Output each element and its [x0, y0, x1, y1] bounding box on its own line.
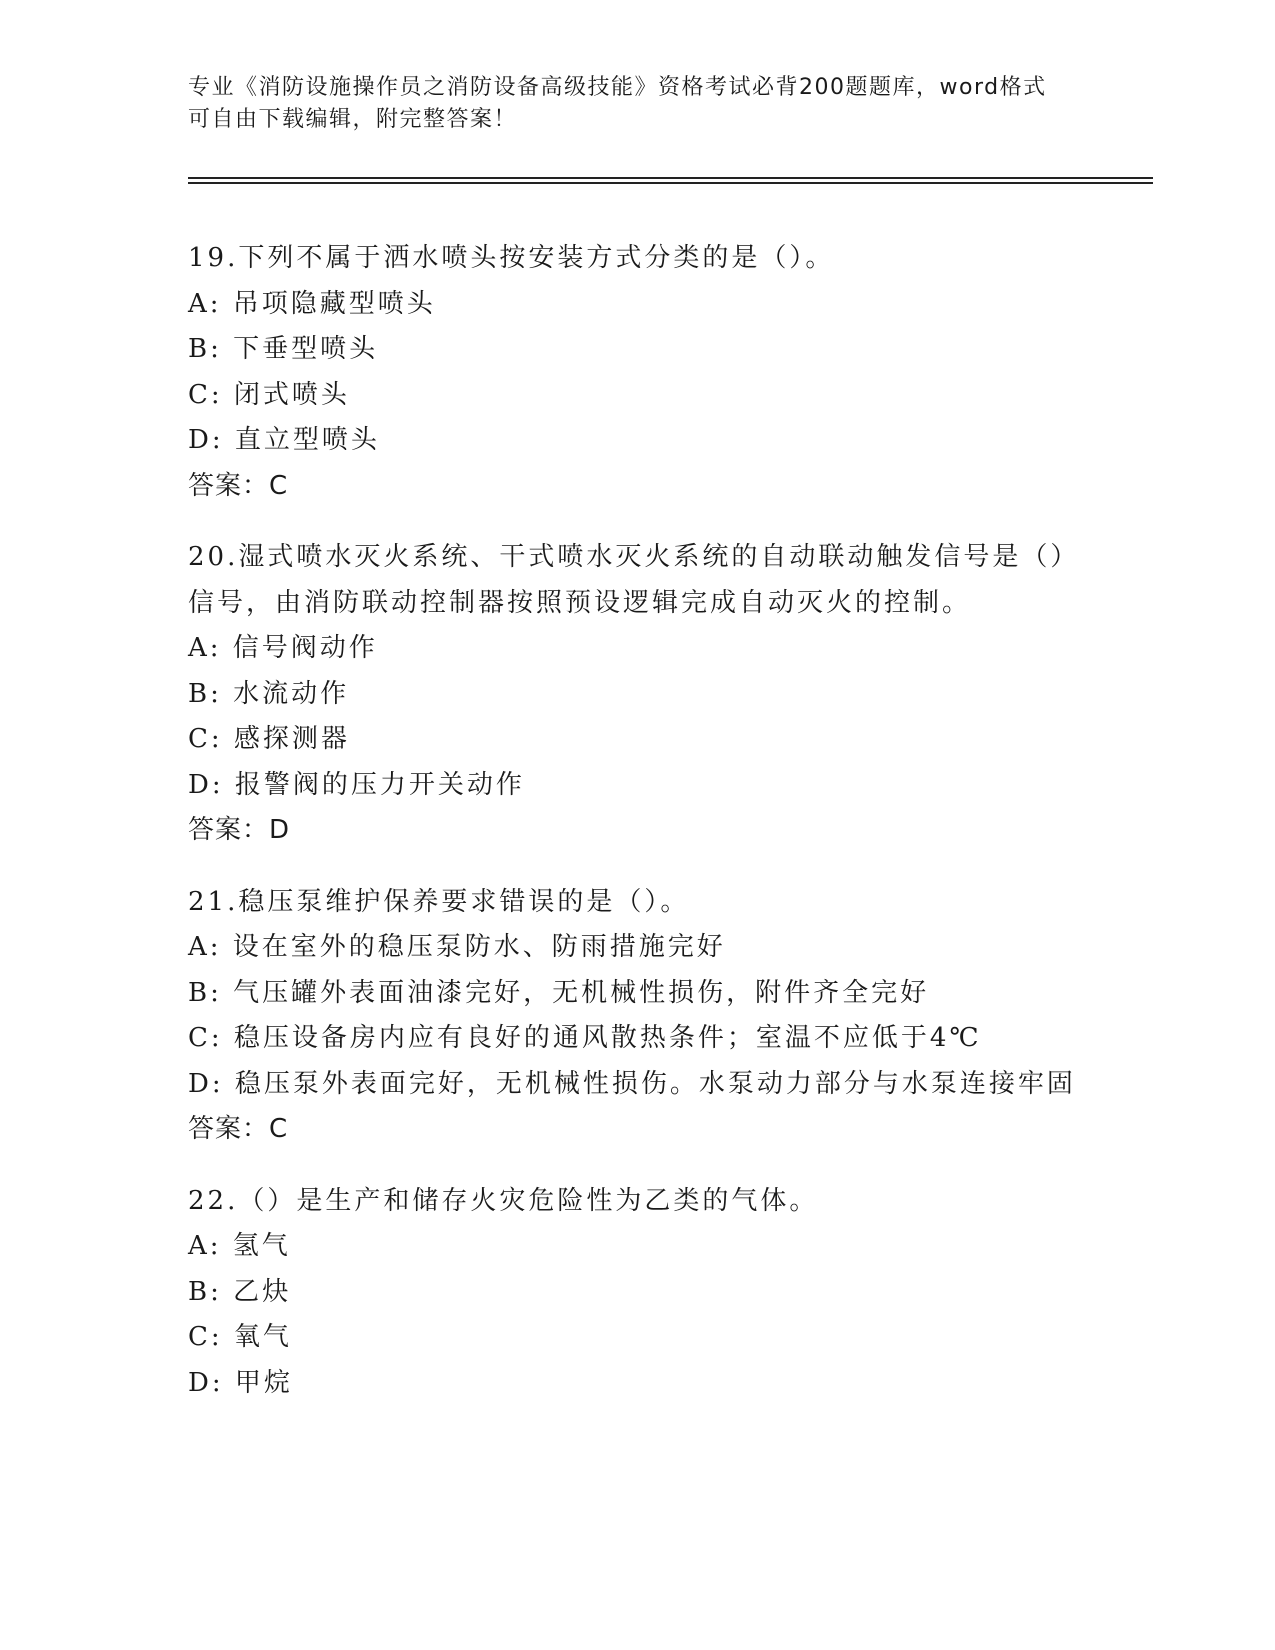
- question-stem: 20.湿式喷水灭火系统、干式喷水灭火系统的自动联动触发信号是（）信号，由消防联动控制器按照预设逻辑完成自动灭火的控制。: [188, 542, 1080, 618]
- question-stem: 21.稳压泵维护保养要求错误的是（）。: [188, 886, 690, 917]
- question-22: [188, 1179, 1088, 1407]
- option-a: A: 信号阀动作: [188, 633, 378, 663]
- option-a: A: 设在室外的稳压泵防水、防雨措施完好: [188, 932, 726, 962]
- option-b: B: 水流动作: [188, 678, 350, 709]
- option-c: C: 稳压设备房内应有良好的通风散热条件；室温不应低于4℃: [188, 1023, 982, 1053]
- question-20: [188, 535, 1088, 854]
- option-d: D: 报警阀的压力开关动作: [188, 769, 525, 800]
- question-21: [188, 880, 1088, 1153]
- option-d: D: 直立型喷头: [188, 425, 380, 455]
- answer-line: 答案：C: [188, 470, 289, 501]
- option-c: C: 闭式喷头: [188, 379, 350, 410]
- answer-line: 答案：D: [188, 815, 291, 845]
- header-divider-bottom: [188, 182, 1153, 184]
- option-b: B: 下垂型喷头: [188, 334, 379, 364]
- option-d: D: 稳压泵外表面完好，无机械性损伤。水泵动力部分与水泵连接牢固: [188, 1068, 1076, 1099]
- option-b: B: 气压罐外表面油漆完好，无机械性损伤，附件齐全完好: [188, 977, 930, 1008]
- option-a: A: 吊项隐藏型喷头: [188, 288, 436, 319]
- option-a: A: 氢气: [188, 1231, 291, 1261]
- option-c: C: 氧气: [188, 1322, 292, 1352]
- option-b: B: 乙炔: [188, 1276, 292, 1307]
- option-c: C: 感探测器: [188, 724, 350, 754]
- question-list: [188, 236, 1088, 1432]
- header-divider-top: [188, 177, 1153, 179]
- answer-line: 答案：C: [188, 1114, 289, 1144]
- option-d: D: 甲烷: [188, 1367, 293, 1398]
- question-stem: 19.下列不属于洒水喷头按安装方式分类的是（）。: [188, 243, 835, 273]
- document-header: 专业《消防设施操作员之消防设备高级技能》资格考试必背200题题库，word格式可自由下载编辑，附完整答案！: [188, 75, 1047, 132]
- question-19: [188, 236, 1088, 509]
- question-stem: 22.（）是生产和储存火灾危险性为乙类的气体。: [188, 1185, 819, 1216]
